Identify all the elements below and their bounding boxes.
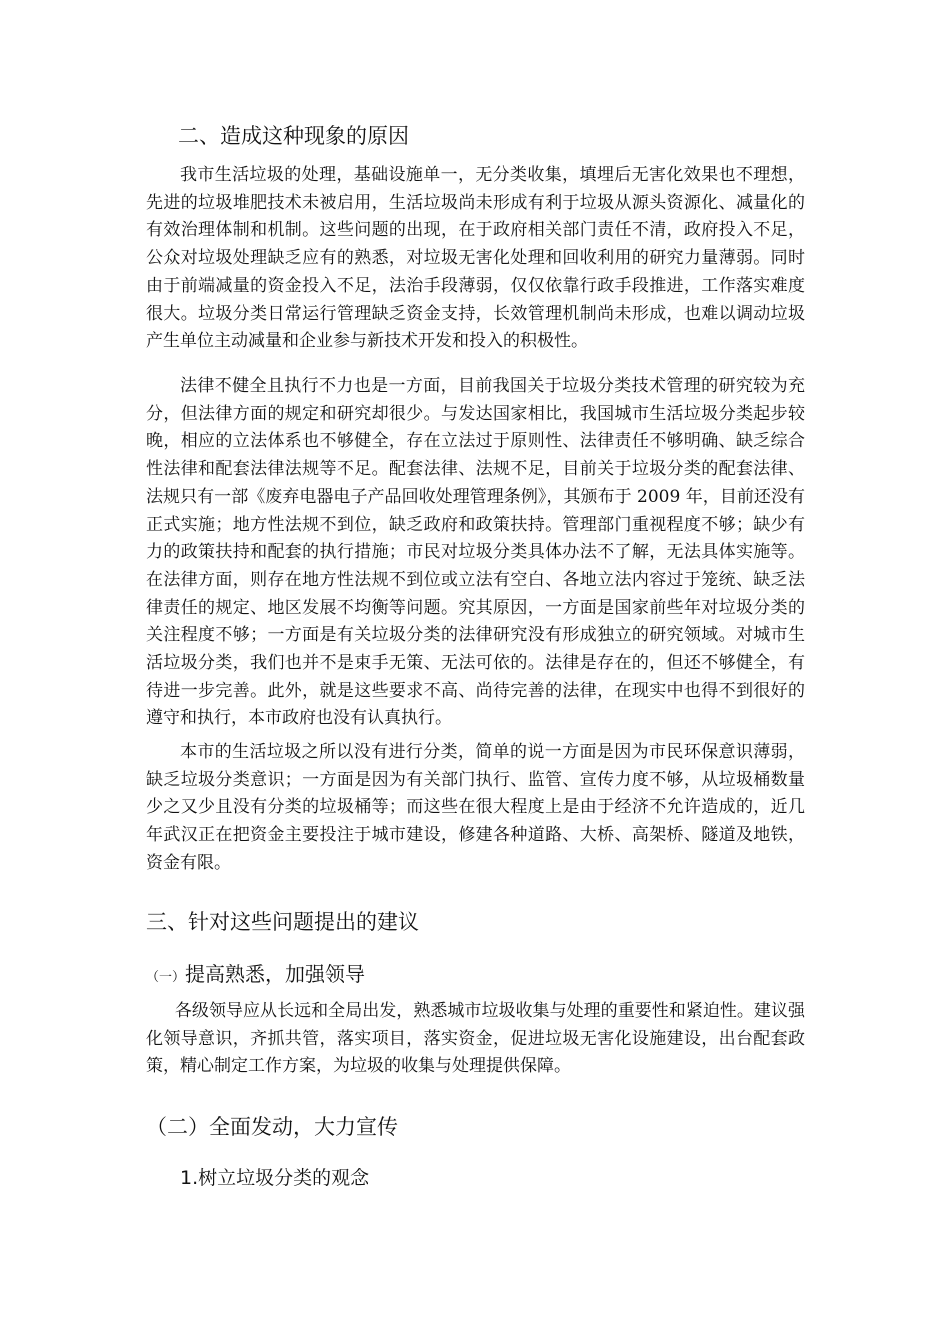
section-heading-causes: 二、造成这种现象的原因 [178, 124, 409, 148]
paragraph-legal: 法律不健全且执行不力也是一方面，目前我国关于垃圾分类技术管理的研究较为充分，但法律方面的规定和研究却很少。与发达国家相比，我国城市生活垃圾分类起步较晚，相应的立法体系也不够健全，存在立法过于原则性、法律责任不够明确、缺乏综合性法律和配套法律法规等不足。配套法律、法规不足，目前关于垃圾分类的配套法律、法规只有一部《废弃电器电子产品回收处理管理条例》，其颁布于 2009 年，目前还没有正式实施；地方性法规不到位，缺乏政府和政策扶持。管理部门重视程度不够；缺少有力的政策扶持和配套的执行措施；市民对垃圾分类具体办法不了解，无法具体实施等。在法律方面，则存在地方性法规不到位或立法有空白、各地立法内容过于笼统、缺乏法律责任的规定、地区发展不均衡等问题。究其原因，一方面是国家前些年对垃圾分类的关注程度不够；一方面是有关垃圾分类的法律研究没有形成独立的研究领域。对城市生活垃圾分类，我们也并不是束手无策、无法可依的。法律是存在的，但还不够健全，有待进一步完善。此外，就是这些要求不高、尚待完善的法律，在现实中也得不到很好的遵守和执行，本市政府也没有认真执行。 [146, 376, 805, 729]
paragraph-leadership: 各级领导应从长远和全局出发，熟悉城市垃圾收集与处理的重要性和紧迫性。建议强化领导意识，齐抓共管，落实项目，落实资金，促进垃圾无害化设施建设，出台配套政策，精心制定工作方案，为垃圾的收集与处理提供保障。 [146, 1001, 805, 1077]
paragraph-awareness: 本市的生活垃圾之所以没有进行分类，简单的说一方面是因为市民环保意识薄弱，缺乏垃圾分类意识；一方面是因为有关部门执行、监管、宣传力度不够，从垃圾桶数量少之又少且没有分类的垃圾桶等；而这些在很大程度上是由于经济不允许造成的，近几年武汉正在把资金主要投注于城市建设，修建各种道路、大桥、高架桥、隧道及地铁，资金有限。 [146, 742, 805, 873]
subsection-heading-publicity: （二）全面发动，大力宣传 [146, 1115, 398, 1139]
paragraph-infrastructure: 我市生活垃圾的处理，基础设施单一，无分类收集，填埋后无害化效果也不理想，先进的垃圾堆肥技术未被启用，生活垃圾尚未形成有利于垃圾从源头资源化、减量化的有效治理体制和机制。这些问题的出现，在于政府相关部门责任不清，政府投入不足，公众对垃圾处理缺乏应有的熟悉，对垃圾无害化处理和回收利用的研究力量薄弱。同时由于前端减量的资金投入不足，法治手段薄弱，仅仅依靠行政手段推进，工作落实难度很大。垃圾分类日常运行管理缺乏资金支持，长效管理机制尚未形成，也难以调动垃圾产生单位主动减量和企业参与新技术开发和投入的积极性。 [146, 165, 805, 352]
subsection-title: 提高熟悉，加强领导 [185, 962, 366, 986]
subsection-prefix: （一） [146, 970, 186, 985]
section-heading-suggestions: 三、针对这些问题提出的建议 [146, 910, 419, 934]
subsection-heading-leadership [146, 958, 365, 987]
item-heading-concept: 1.树立垃圾分类的观念 [180, 1167, 370, 1189]
